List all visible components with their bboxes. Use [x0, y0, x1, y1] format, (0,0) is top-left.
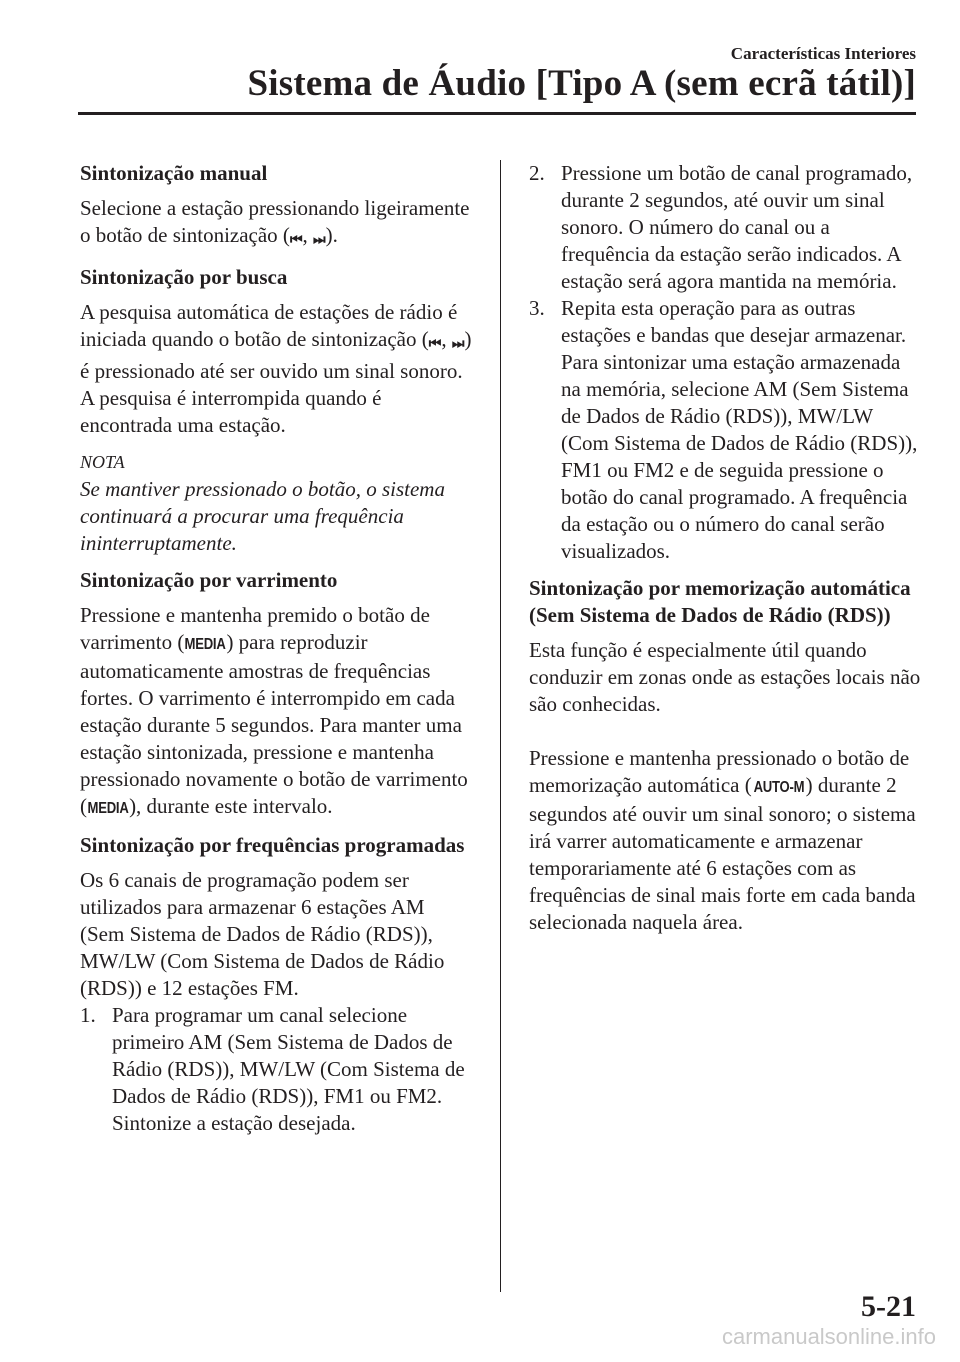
- paragraph-preset-tuning: Os 6 canais de programação podem ser utilizados para armazenar 6 estações AM (Sem Sistema de Dados de Rádio (RDS)), MW/LW (Com Sistema de Dados de Rádio (RDS)) e 12 estações FM.: [80, 868, 445, 1000]
- previous-track-icon: ⏮: [428, 336, 439, 352]
- previous-track-icon: ⏮: [289, 232, 300, 248]
- text-span: ).: [325, 223, 338, 247]
- preset-steps-list: [80, 1002, 472, 1137]
- preset-steps-list-continued: [529, 160, 921, 565]
- list-item-text: Pressione um botão de canal programado, durante 2 segundos, até ouvir um sinal sonoro. O número do canal ou a frequência da estação serão indicados. A estação será agora mantida na memória.: [561, 161, 913, 293]
- page-number: 5-21: [861, 1290, 916, 1323]
- paragraph-auto-memory-instructions: [529, 745, 921, 936]
- text-span: Pressione e mantenha premido o botão de varrimento (: [80, 603, 430, 654]
- watermark: carmanualsonline.info: [721, 1324, 936, 1349]
- list-item: [529, 160, 921, 295]
- list-item-number: 1.: [80, 1003, 96, 1027]
- next-track-icon: ⏭: [313, 232, 323, 248]
- media-button-icon: MEDIA: [184, 636, 226, 653]
- text-span: Selecione a estação pressionando ligeiramente o botão de sintonização (: [80, 196, 470, 247]
- left-column: [80, 160, 472, 1137]
- text-span: Pressione e mantenha pressionado o botão de memorização automática (: [529, 746, 910, 797]
- spacer: [529, 718, 921, 745]
- header-rule: [78, 112, 916, 115]
- heading-preset-tuning: Sintonização por frequências programadas: [80, 833, 465, 857]
- list-item-text: Repita esta operação para as outras estações e bandas que desejar armazenar. Para sintonizar uma estação armazenada na memória, selecione AM (Sem Sistema de Dados de Rádio (RDS)), MW/LW (Com Sistema de Dados de Rádio (RDS)), FM1 ou FM2 e de seguida pressione o botão do canal programado. A frequência da estação ou o número do canal serão visualizados.: [561, 296, 918, 563]
- text-span: ,: [441, 327, 452, 351]
- list-item-number: 3.: [529, 296, 545, 320]
- column-divider: [500, 160, 501, 1292]
- heading-auto-memory-tuning: Sintonização por memorização automática (Sem Sistema de Dados de Rádio (RDS)): [529, 576, 911, 627]
- text-span: ,: [302, 223, 308, 247]
- page-title: Sistema de Áudio [Tipo A (sem ecrã tátil)]: [247, 63, 916, 104]
- note-text: Se mantiver pressionado o botão, o sistema continuará a procurar uma frequência ininterruptamente.: [80, 477, 445, 555]
- heading-manual-tuning: Sintonização manual: [80, 161, 268, 185]
- heading-seek-tuning: Sintonização por busca: [80, 265, 288, 289]
- paragraph-seek-tuning: [80, 299, 472, 439]
- paragraph-manual-tuning: [80, 195, 472, 254]
- text-span: ) é pressionado até ser ouvido um sinal sonoro. A pesquisa é interrompida quando é encontrada uma estação.: [80, 327, 472, 437]
- list-item-number: 2.: [529, 161, 545, 185]
- text-span: ) durante 2 segundos até ouvir um sinal sonoro; o sistema irá varrer automaticamente e armazenar temporariamente até 6 estações com as frequências de sinal mais forte em cada banda selecionada naquela área.: [529, 773, 916, 934]
- right-column: [529, 160, 921, 946]
- section-label: Características Interiores: [730, 44, 916, 63]
- next-track-icon: ⏭: [451, 336, 462, 352]
- text-span: A pesquisa automática de estações de rádio é iniciada quando o botão de sintonização (: [80, 300, 458, 351]
- text-span: ) para reproduzir automaticamente amostras de frequências fortes. O varrimento é interrompido em cada estação durante 5 segundos. Para manter uma estação sintonizada, pressione e mantenha pressionado novamente o botão de varrimento (: [80, 630, 468, 818]
- media-button-icon: MEDIA: [87, 800, 129, 817]
- list-item: [529, 295, 921, 565]
- list-item-text: Para programar um canal selecione primeiro AM (Sem Sistema de Dados de Rádio (RDS)), MW/LW (Com Sistema de Dados de Rádio (RDS)), FM1 ou FM2. Sintonize a estação desejada.: [112, 1003, 465, 1135]
- note-label: NOTA: [80, 452, 125, 472]
- paragraph-scan-tuning: [80, 602, 472, 822]
- text-span: ), durante este intervalo.: [129, 794, 333, 818]
- heading-scan-tuning: Sintonização por varrimento: [80, 568, 338, 592]
- list-item: [80, 1002, 472, 1137]
- paragraph-auto-memory: Esta função é especialmente útil quando conduzir em zonas onde as estações locais não são conhecidas.: [529, 638, 921, 716]
- auto-m-button-icon: AUTO-M: [753, 779, 805, 796]
